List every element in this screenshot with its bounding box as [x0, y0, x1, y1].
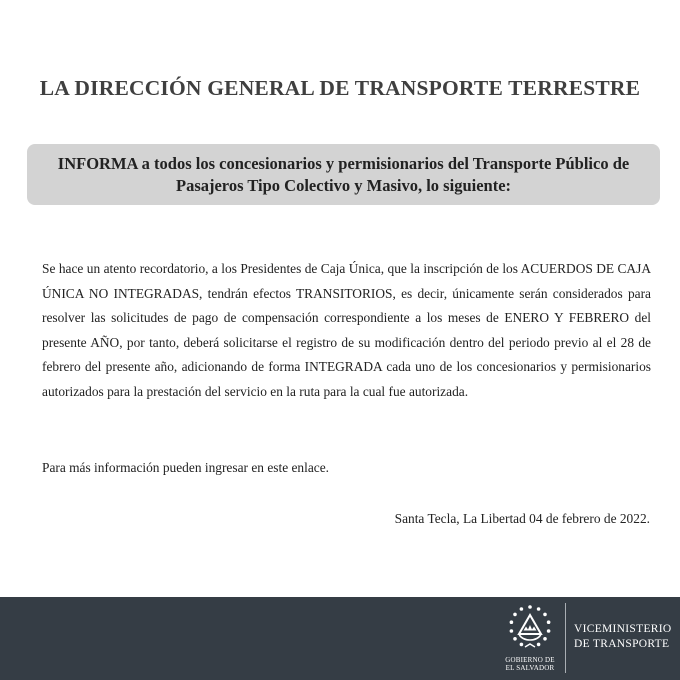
- el-salvador-coat-of-arms-icon: [505, 603, 555, 653]
- ministry-label-line-1: VICEMINISTERIO: [574, 623, 672, 635]
- government-label-line-1: GOBIERNO DE: [505, 656, 555, 664]
- footer-bar: [0, 597, 680, 680]
- date-place-line: Santa Tecla, La Libertad 04 de febrero de 2022.: [394, 511, 650, 526]
- inform-line-2: Pasajeros Tipo Colectivo y Masivo, lo siguiente:: [175, 176, 512, 195]
- ministry-label-line-2: DE TRANSPORTE: [574, 638, 670, 650]
- government-label: [498, 656, 562, 672]
- ministry-label: [574, 622, 671, 652]
- more-info-link-text[interactable]: Para más información pueden ingresar en este enlace.: [42, 460, 330, 475]
- government-label-line-2: EL SALVADOR: [505, 664, 555, 672]
- page-title: LA DIRECCIÓN GENERAL DE TRANSPORTE TERRESTRE: [39, 76, 641, 100]
- inform-notice-box: [27, 144, 660, 205]
- inform-line-1: INFORMA a todos los concesionarios y permisionarios del Transporte Público de: [57, 154, 630, 173]
- footer-divider: [565, 603, 566, 673]
- body-paragraph: Se hace un atento recordatorio, a los Presidentes de Caja Única, que la inscripción de los ACUERDOS DE CAJA ÚNICA NO INTEGRADAS, tendrán efectos TRANSITORIOS, es decir, únicamente serán considerados para resolver las solicitudes de pago de compensación correspondiente a los meses de ENERO Y FEBRERO del presente AÑO, por tanto, deberá solicitarse el registro de su modificación dentro del periodo previo al el 28 de febrero del presente año, adicionando de forma INTEGRADA cada uno de los concesionarios y permisionarios autorizados para la prestación del servicio en la ruta para la cual fue autorizada.: [42, 261, 651, 399]
